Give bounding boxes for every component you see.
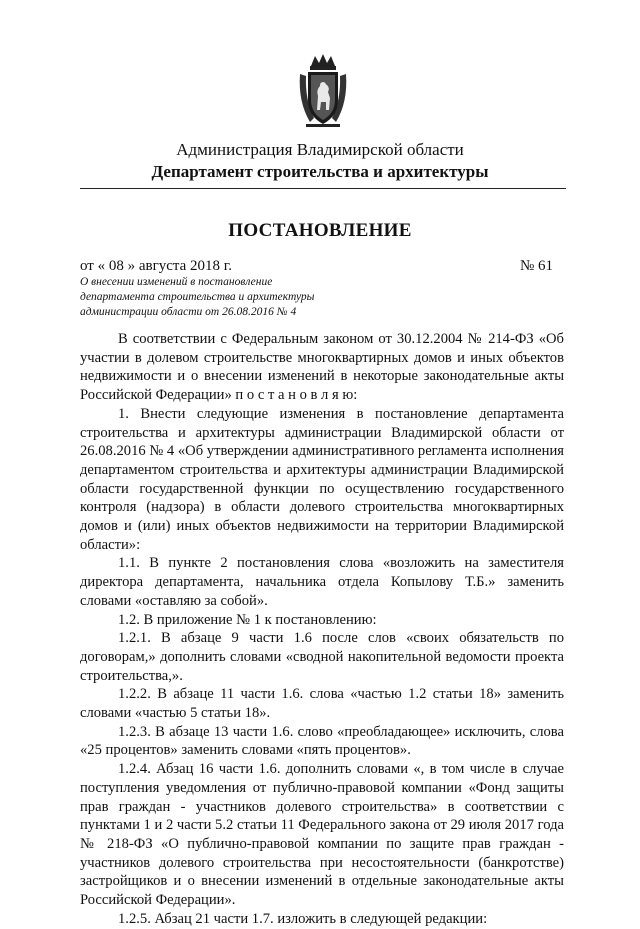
subject-line: О внесении изменений в постановление — [80, 276, 273, 288]
body-paragraph: 1.2.2. В абзаце 11 части 1.6. слова «частью 1.2 статьи 18» заменить словами «частью 5 статьи 18». — [80, 686, 564, 722]
document-subject — [80, 275, 380, 320]
department-name: Департамент строительства и архитектуры — [151, 162, 489, 181]
subject-line: администрации области от 26.08.2016 № 4 — [80, 306, 297, 318]
body-paragraph: 1.2.3. В абзаце 13 части 1.6. слово «преобладающее» исключить, слова «25 процентов» заменить словами «пять процентов». — [80, 723, 564, 759]
header-divider — [80, 188, 566, 189]
body-paragraph: 1.1. В пункте 2 постановления слова «возложить на заместителя директора департамента, начальника отдела Копылову Т.Б.» заменить словами «оставляю за собой». — [80, 555, 564, 609]
document-type-title: ПОСТАНОВЛЕНИЕ — [228, 220, 412, 241]
body-paragraph: 1.2. В приложение № 1 к постановлению: — [118, 611, 377, 628]
coat-of-arms-emblem — [296, 52, 350, 130]
body-paragraph: 1.2.1. В абзаце 9 части 1.6 после слов «своих обязательств по договорам,» дополнить словами «сводной накопительной ведомости проекта строительства,». — [80, 630, 564, 684]
body-paragraph: 1. Внести следующие изменения в постановление департамента строительства и архитектуры администрации Владимирской области от 26.08.2016 № 4 «Об утверждении административного регламента исполнения департаментом строительства и архитектуры администрации Владимирской области государственной функции по осуществлению государственного контроля (надзора) в области долевого строительства многоквартирных домов и (или) иных объектов недвижимости на территории Владимирской области»: — [80, 405, 564, 553]
organization-name: Администрация Владимирской области — [176, 140, 464, 159]
body-paragraph: 1.2.5. Абзац 21 части 1.7. изложить в следующей редакции: — [118, 910, 488, 927]
subject-line: департамента строительства и архитектуры — [80, 291, 315, 303]
document-date: от « 08 » августа 2018 г. — [80, 258, 233, 274]
body-paragraph: В соответствии с Федеральным законом от 30.12.2004 № 214-ФЗ «Об участии в долевом строительстве многоквартирных домов и иных объектов недвижимости и о внесении изменений в некоторые законодательные акты Российской Федерации» п о с т а н о в л я ю: — [80, 331, 564, 404]
body-paragraph: 1.2.4. Абзац 16 части 1.6. дополнить словами «, в том числе в случае поступления уведомления от публично-правовой компании «Фонд защиты прав граждан - участников долевого строительства» в соответствии с пунктами 1 и 2 части 5.2 статьи 11 Федерального закона от 29 июля 2017 года № 218-ФЗ «О публично-правовой компании по защите прав граждан - участников долевого строительства при несостоятельности (банкротстве) застройщиков и о внесении изменений в отдельные законодательные акты Российской Федерации». — [80, 761, 564, 909]
document-body — [80, 330, 564, 929]
document-number: № 61 — [520, 258, 554, 274]
